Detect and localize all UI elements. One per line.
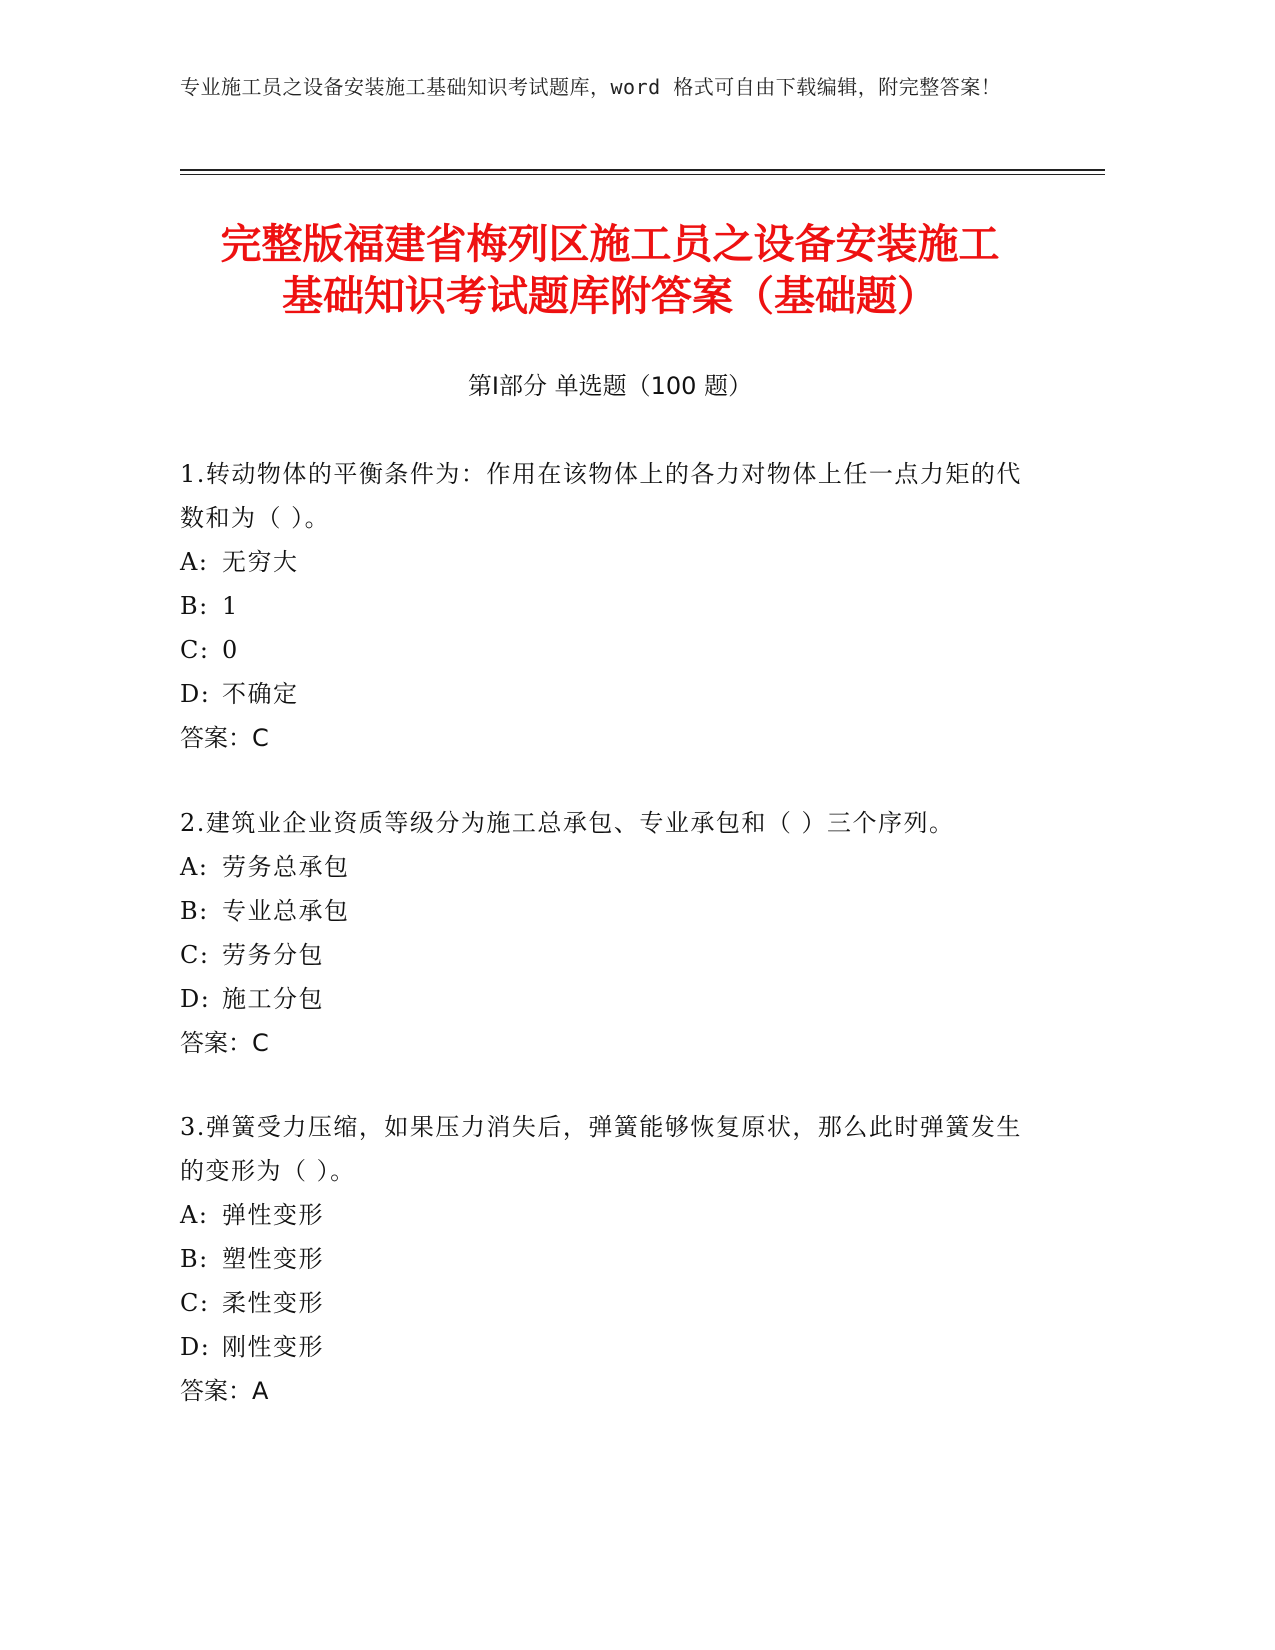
option-c [180, 1281, 1030, 1325]
document-title-line-1: 完整版福建省梅列区施工员之设备安装施工 [220, 220, 1000, 268]
option-letter: D: [180, 985, 211, 1013]
answer-line: 答案：C [180, 724, 269, 752]
option-text: 劳务总承包 [222, 853, 350, 881]
option-d [180, 977, 1030, 1021]
option-a [180, 845, 1030, 889]
option-text: 0 [222, 636, 239, 664]
question-2 [180, 801, 1030, 1065]
option-letter: A: [180, 548, 209, 576]
option-c [180, 933, 1030, 977]
option-text: 1 [222, 592, 239, 620]
header-divider-thick [180, 169, 1105, 171]
option-b [180, 1237, 1030, 1281]
option-a [180, 1193, 1030, 1237]
option-c [180, 628, 1030, 672]
option-letter: A: [180, 853, 209, 881]
option-letter: C: [180, 941, 210, 969]
option-letter: B: [180, 592, 209, 620]
option-letter: B: [180, 1245, 209, 1273]
document-title-line-2: 基础知识考试题库附答案（基础题） [282, 272, 938, 320]
question-stem: 2.建筑业企业资质等级分为施工总承包、专业承包和（ ）三个序列。 [180, 809, 955, 837]
option-a [180, 540, 1030, 584]
option-letter: D: [180, 680, 211, 708]
option-letter: C: [180, 1289, 210, 1317]
option-text: 塑性变形 [222, 1245, 324, 1273]
answer-line: 答案：C [180, 1029, 269, 1057]
option-d [180, 1325, 1030, 1369]
question-1 [180, 452, 1030, 760]
option-b [180, 889, 1030, 933]
section-heading: 第Ⅰ部分 单选题（100 题） [467, 372, 753, 400]
option-d [180, 672, 1030, 716]
answer-line: 答案：A [180, 1377, 269, 1405]
header-note: 专业施工员之设备安装施工基础知识考试题库，word 格式可自由下载编辑，附完整答案！ [180, 75, 1002, 99]
option-text: 劳务分包 [222, 941, 324, 969]
header-divider-thin [180, 174, 1105, 175]
question-stem: 3.弹簧受力压缩，如果压力消失后，弹簧能够恢复原状，那么此时弹簧发生的变形为（ ）。 [180, 1113, 1022, 1185]
question-3 [180, 1105, 1030, 1413]
option-text: 施工分包 [222, 985, 324, 1013]
option-text: 柔性变形 [222, 1289, 324, 1317]
question-stem: 1.转动物体的平衡条件为：作用在该物体上的各力对物体上任一点力矩的代数和为（ ）。 [180, 460, 1022, 532]
option-text: 刚性变形 [222, 1333, 324, 1361]
option-text: 弹性变形 [222, 1201, 324, 1229]
option-letter: C: [180, 636, 210, 664]
option-text: 不确定 [222, 680, 299, 708]
option-text: 无穷大 [222, 548, 299, 576]
option-letter: B: [180, 897, 209, 925]
option-b [180, 584, 1030, 628]
option-letter: A: [180, 1201, 209, 1229]
option-letter: D: [180, 1333, 211, 1361]
option-text: 专业总承包 [222, 897, 350, 925]
document-title [180, 218, 1040, 322]
